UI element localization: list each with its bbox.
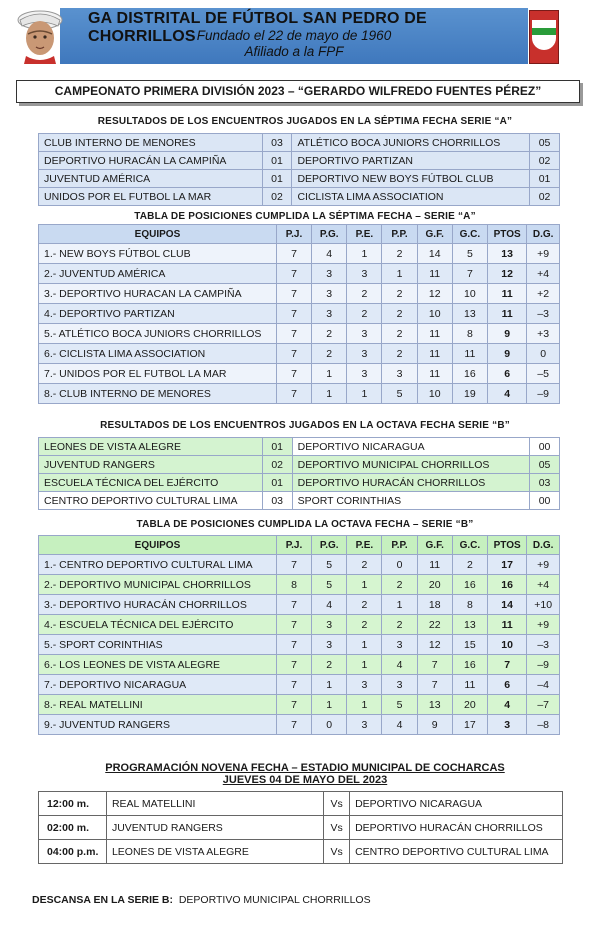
standings-pts: 12 <box>487 264 526 284</box>
standings-pg: 3 <box>312 304 347 324</box>
standings-row <box>39 695 560 715</box>
standings-team: 3.- DEPORTIVO HURACAN LA CAMPIÑA <box>39 284 277 304</box>
column-header: P.E. <box>347 536 382 555</box>
standings-gc: 20 <box>452 695 487 715</box>
standings-dg: +2 <box>527 284 560 304</box>
standings-pe: 2 <box>347 595 382 615</box>
standings-team: 7.- UNIDOS POR EL FUTBOL LA MAR <box>39 364 277 384</box>
standings-gf: 10 <box>417 384 452 404</box>
standings-pe: 2 <box>347 304 382 324</box>
standings-gc: 11 <box>452 675 487 695</box>
standings-gc: 2 <box>452 555 487 575</box>
standings-gc: 10 <box>452 284 487 304</box>
match-vs: Vs <box>324 792 350 816</box>
result-row <box>39 456 560 474</box>
standings-gf: 14 <box>417 244 452 264</box>
column-header: D.G. <box>527 536 560 555</box>
standings-gc: 19 <box>452 384 487 404</box>
standings-pj: 7 <box>276 555 311 575</box>
standings-pp: 2 <box>382 304 417 324</box>
match-row <box>39 816 563 840</box>
standings-pg: 1 <box>312 695 347 715</box>
column-header: P.J. <box>276 536 311 555</box>
result-row <box>39 170 560 188</box>
standings-pj: 7 <box>276 244 311 264</box>
home-score: 03 <box>262 492 292 510</box>
standings-team: 6.- CICLISTA LIMA ASSOCIATION <box>39 344 277 364</box>
standings-row <box>39 304 560 324</box>
standings-row <box>39 384 560 404</box>
standings-pe: 3 <box>347 324 382 344</box>
home-score: 01 <box>262 152 292 170</box>
standings-pe: 3 <box>347 715 382 735</box>
match-home: LEONES DE VISTA ALEGRE <box>106 840 323 864</box>
away-team: CICLISTA LIMA ASSOCIATION <box>292 188 530 206</box>
column-header: PTOS <box>487 225 526 244</box>
standings-pj: 7 <box>276 695 311 715</box>
serie-a-results-table <box>38 133 560 206</box>
away-score: 01 <box>530 170 560 188</box>
standings-row <box>39 244 560 264</box>
standings-pj: 7 <box>276 595 311 615</box>
away-team: DEPORTIVO PARTIZAN <box>292 152 530 170</box>
standings-row <box>39 595 560 615</box>
standings-pts: 14 <box>487 595 526 615</box>
standings-row <box>39 284 560 304</box>
standings-pts: 9 <box>487 324 526 344</box>
result-row <box>39 438 560 456</box>
standings-pp: 0 <box>382 555 417 575</box>
standings-gc: 15 <box>452 635 487 655</box>
match-time: 02:00 m. <box>39 816 107 840</box>
standings-dg: +10 <box>527 595 560 615</box>
match-time: 04:00 p.m. <box>39 840 107 864</box>
standings-pts: 10 <box>487 635 526 655</box>
standings-row <box>39 715 560 735</box>
standings-pg: 4 <box>312 244 347 264</box>
standings-pp: 2 <box>382 284 417 304</box>
championship-banner <box>16 80 580 103</box>
standings-gc: 7 <box>452 264 487 284</box>
championship-title: CAMPEONATO PRIMERA DIVISIÓN 2023 – “GERARDO WILFREDO FUENTES PÉREZ” <box>54 84 542 98</box>
away-score: 05 <box>530 456 560 474</box>
rest-label: DESCANSA EN LA SERIE B: <box>32 894 173 906</box>
standings-pp: 3 <box>382 675 417 695</box>
match-row <box>39 792 563 816</box>
standings-pp: 3 <box>382 364 417 384</box>
standings-pj: 7 <box>276 264 311 284</box>
away-score: 00 <box>530 492 560 510</box>
standings-dg: +9 <box>527 555 560 575</box>
standings-gf: 11 <box>417 324 452 344</box>
standings-pj: 7 <box>276 615 311 635</box>
standings-row <box>39 635 560 655</box>
founder-portrait-icon <box>14 6 66 64</box>
standings-gf: 22 <box>417 615 452 635</box>
standings-dg: –3 <box>527 304 560 324</box>
standings-pe: 2 <box>347 284 382 304</box>
crest-shield <box>532 20 556 50</box>
standings-row <box>39 264 560 284</box>
standings-pp: 4 <box>382 655 417 675</box>
column-header: PTOS <box>487 536 526 555</box>
column-header: G.F. <box>417 536 452 555</box>
column-header: G.F. <box>417 225 452 244</box>
serie-b-standings-title: TABLA DE POSICIONES CUMPLIDA LA OCTAVA FECHA – SERIE “B” <box>136 519 474 530</box>
standings-pts: 4 <box>487 695 526 715</box>
standings-dg: +4 <box>527 575 560 595</box>
standings-team: 2.- JUVENTUD AMÉRICA <box>39 264 277 284</box>
programming-date: JUEVES 04 DE MAYO DEL 2023 <box>222 774 388 786</box>
serie-a-results-title: RESULTADOS DE LOS ENCUENTROS JUGADOS EN LA SÉPTIMA FECHA SERIE “A” <box>97 116 513 127</box>
home-score: 01 <box>262 438 292 456</box>
serie-a-standings-table <box>38 224 560 404</box>
standings-pp: 4 <box>382 715 417 735</box>
standings-pe: 1 <box>347 655 382 675</box>
standings-pts: 6 <box>487 675 526 695</box>
home-score: 01 <box>262 474 292 492</box>
match-away: DEPORTIVO HURACÁN CHORRILLOS <box>350 816 563 840</box>
standings-pe: 1 <box>347 695 382 715</box>
standings-pts: 3 <box>487 715 526 735</box>
standings-pj: 7 <box>276 364 311 384</box>
standings-gc: 8 <box>452 324 487 344</box>
standings-team: 4.- DEPORTIVO PARTIZAN <box>39 304 277 324</box>
founded-text: Fundado el 22 de mayo de 1960 <box>196 28 392 43</box>
standings-pe: 1 <box>347 384 382 404</box>
match-vs: Vs <box>324 816 350 840</box>
standings-pp: 2 <box>382 344 417 364</box>
standings-dg: –3 <box>527 635 560 655</box>
standings-pg: 2 <box>312 344 347 364</box>
standings-pts: 16 <box>487 575 526 595</box>
away-team: DEPORTIVO HURACÁN CHORRILLOS <box>292 474 529 492</box>
match-away: DEPORTIVO NICARAGUA <box>350 792 563 816</box>
standings-pe: 1 <box>347 635 382 655</box>
standings-gc: 16 <box>452 364 487 384</box>
serie-b-results-table <box>38 437 560 510</box>
standings-gf: 7 <box>417 675 452 695</box>
standings-pg: 5 <box>312 575 347 595</box>
standings-dg: –4 <box>527 675 560 695</box>
standings-pj: 7 <box>276 715 311 735</box>
standings-row <box>39 655 560 675</box>
column-header: P.G. <box>312 536 347 555</box>
standings-pp: 1 <box>382 264 417 284</box>
standings-gf: 12 <box>417 284 452 304</box>
column-header: P.E. <box>347 225 382 244</box>
away-team: SPORT CORINTHIAS <box>292 492 529 510</box>
standings-pts: 11 <box>487 615 526 635</box>
standings-pj: 7 <box>276 304 311 324</box>
standings-dg: –7 <box>527 695 560 715</box>
column-header: EQUIPOS <box>39 225 277 244</box>
standings-pts: 4 <box>487 384 526 404</box>
standings-row <box>39 344 560 364</box>
standings-pe: 3 <box>347 675 382 695</box>
standings-row <box>39 555 560 575</box>
standings-gf: 7 <box>417 655 452 675</box>
standings-pe: 1 <box>347 575 382 595</box>
standings-dg: –5 <box>527 364 560 384</box>
standings-pj: 7 <box>276 675 311 695</box>
standings-gf: 10 <box>417 304 452 324</box>
result-row <box>39 134 560 152</box>
column-header: P.J. <box>276 225 311 244</box>
away-score: 02 <box>530 188 560 206</box>
result-row <box>39 474 560 492</box>
standings-pts: 6 <box>487 364 526 384</box>
away-team: DEPORTIVO MUNICIPAL CHORRILLOS <box>292 456 529 474</box>
rest-note <box>32 894 371 906</box>
home-team: CENTRO DEPORTIVO CULTURAL LIMA <box>39 492 263 510</box>
standings-pe: 3 <box>347 344 382 364</box>
standings-team: 8.- CLUB INTERNO DE MENORES <box>39 384 277 404</box>
standings-pts: 11 <box>487 284 526 304</box>
home-score: 02 <box>262 456 292 474</box>
standings-pg: 1 <box>312 384 347 404</box>
home-team: ESCUELA TÉCNICA DEL EJÉRCITO <box>39 474 263 492</box>
standings-pp: 2 <box>382 575 417 595</box>
home-team: UNIDOS POR EL FUTBOL LA MAR <box>39 188 263 206</box>
away-score: 03 <box>530 474 560 492</box>
standings-pe: 2 <box>347 615 382 635</box>
result-row <box>39 188 560 206</box>
standings-pts: 11 <box>487 304 526 324</box>
standings-dg: +9 <box>527 244 560 264</box>
crest-band <box>532 28 556 35</box>
rest-team: DEPORTIVO MUNICIPAL CHORRILLOS <box>178 894 371 906</box>
standings-row <box>39 324 560 344</box>
standings-pp: 2 <box>382 324 417 344</box>
column-header: P.P. <box>382 536 417 555</box>
standings-pp: 2 <box>382 244 417 264</box>
standings-dg: 0 <box>527 344 560 364</box>
standings-pg: 0 <box>312 715 347 735</box>
standings-pp: 5 <box>382 384 417 404</box>
match-home: REAL MATELLINI <box>106 792 323 816</box>
home-score: 03 <box>262 134 292 152</box>
standings-gc: 5 <box>452 244 487 264</box>
home-team: JUVENTUD RANGERS <box>39 456 263 474</box>
standings-dg: +4 <box>527 264 560 284</box>
standings-gc: 17 <box>452 715 487 735</box>
standings-team: 6.- LOS LEONES DE VISTA ALEGRE <box>39 655 277 675</box>
standings-gc: 8 <box>452 595 487 615</box>
standings-dg: –8 <box>527 715 560 735</box>
standings-row <box>39 575 560 595</box>
serie-b-results-title: RESULTADOS DE LOS ENCUENTROS JUGADOS EN LA OCTAVA FECHA SERIE “B” <box>100 420 510 431</box>
result-row <box>39 152 560 170</box>
standings-pj: 8 <box>276 575 311 595</box>
standings-pg: 3 <box>312 284 347 304</box>
column-header: G.C. <box>452 225 487 244</box>
column-header: EQUIPOS <box>39 536 277 555</box>
standings-team: 9.- JUVENTUD RANGERS <box>39 715 277 735</box>
standings-pg: 2 <box>312 655 347 675</box>
standings-team: 5.- SPORT CORINTHIAS <box>39 635 277 655</box>
away-score: 02 <box>530 152 560 170</box>
standings-pts: 9 <box>487 344 526 364</box>
standings-pe: 1 <box>347 244 382 264</box>
standings-dg: –9 <box>527 655 560 675</box>
home-team: LEONES DE VISTA ALEGRE <box>39 438 263 456</box>
match-vs: Vs <box>324 840 350 864</box>
standings-team: 8.- REAL MATELLINI <box>39 695 277 715</box>
column-header: P.G. <box>312 225 347 244</box>
standings-pg: 3 <box>312 264 347 284</box>
home-team: JUVENTUD AMÉRICA <box>39 170 263 188</box>
standings-gf: 11 <box>417 344 452 364</box>
home-score: 01 <box>262 170 292 188</box>
standings-dg: +3 <box>527 324 560 344</box>
standings-gc: 16 <box>452 655 487 675</box>
home-team: DEPORTIVO HURACÁN LA CAMPIÑA <box>39 152 263 170</box>
standings-pj: 7 <box>276 324 311 344</box>
standings-pts: 13 <box>487 244 526 264</box>
standings-pts: 7 <box>487 655 526 675</box>
match-away: CENTRO DEPORTIVO CULTURAL LIMA <box>350 840 563 864</box>
standings-pe: 3 <box>347 264 382 284</box>
standings-pj: 7 <box>276 655 311 675</box>
away-team: DEPORTIVO NICARAGUA <box>292 438 529 456</box>
serie-a-standings-title: TABLA DE POSICIONES CUMPLIDA LA SÉPTIMA FECHA – SERIE “A” <box>134 211 476 222</box>
standings-gf: 18 <box>417 595 452 615</box>
standings-pj: 7 <box>276 284 311 304</box>
standings-pj: 7 <box>276 635 311 655</box>
standings-pe: 3 <box>347 364 382 384</box>
standings-pg: 2 <box>312 324 347 344</box>
standings-team: 5.- ATLÉTICO BOCA JUNIORS CHORRILLOS <box>39 324 277 344</box>
standings-pts: 17 <box>487 555 526 575</box>
standings-dg: –9 <box>527 384 560 404</box>
programming-table <box>38 791 563 864</box>
affiliated-text: Afiliado a la FPF <box>244 44 344 59</box>
home-score: 02 <box>262 188 292 206</box>
standings-gf: 11 <box>417 264 452 284</box>
standings-pg: 3 <box>312 635 347 655</box>
programming-title: PROGRAMACIÓN NOVENA FECHA – ESTADIO MUNICIPAL DE COCHARCAS <box>105 762 505 774</box>
standings-row <box>39 675 560 695</box>
standings-team: 2.- DEPORTIVO MUNICIPAL CHORRILLOS <box>39 575 277 595</box>
standings-gc: 13 <box>452 615 487 635</box>
standings-pg: 3 <box>312 615 347 635</box>
standings-gc: 11 <box>452 344 487 364</box>
standings-gf: 12 <box>417 635 452 655</box>
standings-gf: 11 <box>417 555 452 575</box>
standings-row <box>39 364 560 384</box>
standings-pp: 1 <box>382 595 417 615</box>
league-title: GA DISTRITAL DE FÚTBOL SAN PEDRO DE CHORRILLOS <box>88 10 427 45</box>
standings-gf: 9 <box>417 715 452 735</box>
match-home: JUVENTUD RANGERS <box>106 816 323 840</box>
column-header: D.G. <box>527 225 560 244</box>
away-score: 05 <box>530 134 560 152</box>
standings-team: 4.- ESCUELA TÉCNICA DEL EJÉRCITO <box>39 615 277 635</box>
standings-pj: 7 <box>276 344 311 364</box>
standings-gf: 11 <box>417 364 452 384</box>
standings-pp: 2 <box>382 615 417 635</box>
standings-gf: 20 <box>417 575 452 595</box>
standings-pg: 4 <box>312 595 347 615</box>
result-row <box>39 492 560 510</box>
standings-team: 1.- NEW BOYS FÚTBOL CLUB <box>39 244 277 264</box>
standings-pp: 5 <box>382 695 417 715</box>
column-header: G.C. <box>452 536 487 555</box>
away-team: DEPORTIVO NEW BOYS FÚTBOL CLUB <box>292 170 530 188</box>
page-header <box>0 0 610 70</box>
standings-dg: +9 <box>527 615 560 635</box>
standings-team: 7.- DEPORTIVO NICARAGUA <box>39 675 277 695</box>
match-time: 12:00 m. <box>39 792 107 816</box>
away-score: 00 <box>530 438 560 456</box>
home-team: CLUB INTERNO DE MENORES <box>39 134 263 152</box>
standings-team: 3.- DEPORTIVO HURACÁN CHORRILLOS <box>39 595 277 615</box>
serie-b-standings-table <box>38 535 560 735</box>
standings-gf: 13 <box>417 695 452 715</box>
standings-pg: 1 <box>312 675 347 695</box>
standings-pp: 3 <box>382 635 417 655</box>
away-team: ATLÉTICO BOCA JUNIORS CHORRILLOS <box>292 134 530 152</box>
standings-pg: 5 <box>312 555 347 575</box>
standings-row <box>39 615 560 635</box>
standings-gc: 13 <box>452 304 487 324</box>
column-header: P.P. <box>382 225 417 244</box>
standings-pg: 1 <box>312 364 347 384</box>
standings-pj: 7 <box>276 384 311 404</box>
standings-team: 1.- CENTRO DEPORTIVO CULTURAL LIMA <box>39 555 277 575</box>
standings-pe: 2 <box>347 555 382 575</box>
match-row <box>39 840 563 864</box>
standings-gc: 16 <box>452 575 487 595</box>
